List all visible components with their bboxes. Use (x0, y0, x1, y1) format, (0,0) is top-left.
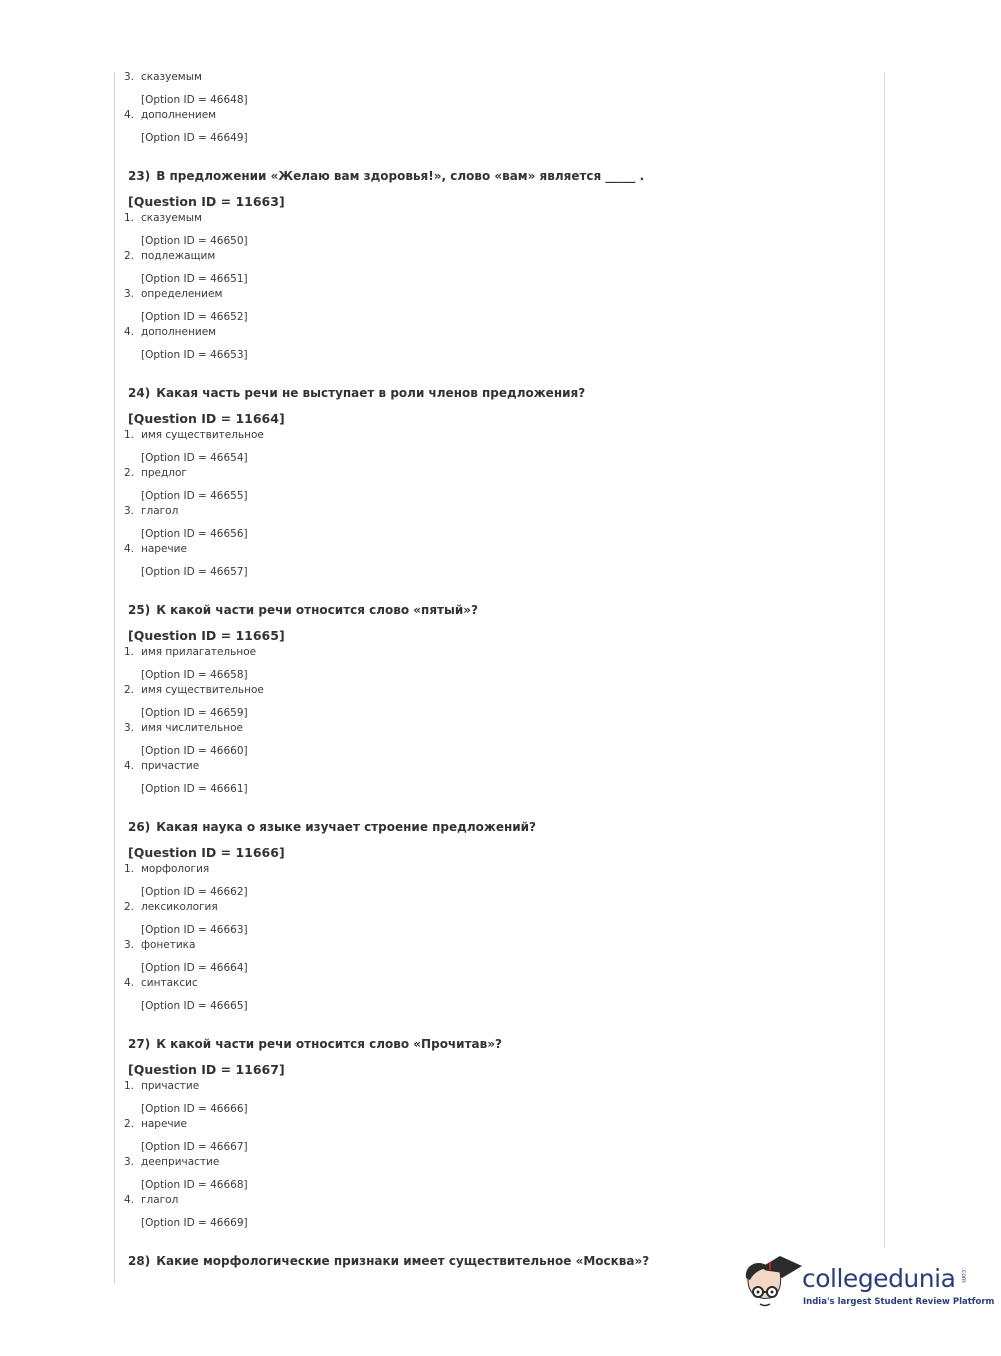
question-title: 26) Какая наука о языке изучает строение предложений? (128, 820, 537, 834)
option-id: [Option ID = 46656] (141, 528, 248, 540)
option: 4. дополнением (124, 326, 217, 338)
logo-tagline: India's largest Student Review Platform (803, 1297, 995, 1307)
option-id: [Option ID = 46663] (141, 924, 248, 936)
option-id: [Option ID = 46655] (141, 490, 248, 502)
option: 3. деепричастие (124, 1156, 220, 1168)
option: 3. определением (124, 288, 223, 300)
option-id: [Option ID = 46668] (141, 1179, 248, 1191)
option-id: [Option ID = 46661] (141, 783, 248, 795)
option-id: [Option ID = 46649] (141, 132, 248, 144)
question-id: [Question ID = 11663] (128, 194, 285, 209)
option-id: [Option ID = 46653] (141, 349, 248, 361)
question-id: [Question ID = 11664] (128, 411, 285, 426)
option: 1. имя существительное (124, 429, 264, 441)
logo-wordmark: collegedunia (802, 1264, 956, 1293)
option: 3. фонетика (124, 939, 196, 951)
question-block (124, 602, 874, 796)
option: 1. сказуемым (124, 212, 202, 224)
question-title: 27) К какой части речи относится слово «Прочитав»? (128, 1037, 502, 1051)
question-id: [Question ID = 11666] (128, 845, 285, 860)
option: 3. имя числительное (124, 722, 243, 734)
option-id: [Option ID = 46664] (141, 962, 248, 974)
option: 2. подлежащим (124, 250, 216, 262)
option-id: [Option ID = 46659] (141, 707, 248, 719)
question-title: 25) К какой части речи относится слово «пятый»? (128, 603, 478, 617)
question-paper (124, 70, 874, 1269)
option: 1. причастие (124, 1080, 200, 1092)
option-id: [Option ID = 46650] (141, 235, 248, 247)
previous-question-options (124, 70, 874, 145)
question-title: 24) Какая часть речи не выступает в роли членов предложения? (128, 386, 586, 400)
option-id: [Option ID = 46658] (141, 669, 248, 681)
option-id: [Option ID = 46654] (141, 452, 248, 464)
option-id: [Option ID = 46648] (141, 94, 248, 106)
option: 2. лексикология (124, 901, 218, 913)
question-block (124, 168, 874, 362)
option-id: [Option ID = 46657] (141, 566, 248, 578)
option: 4. синтаксис (124, 977, 198, 989)
option-id: [Option ID = 46665] (141, 1000, 248, 1012)
option: 4. причастие (124, 760, 200, 772)
question-title: 23) В предложении «Желаю вам здоровья!», слово «вам» является _____ . (128, 169, 645, 183)
mascot-icon (740, 1250, 804, 1314)
option-id: [Option ID = 46651] (141, 273, 248, 285)
option: 1. морфология (124, 863, 210, 875)
option-id: [Option ID = 46662] (141, 886, 248, 898)
question-id: [Question ID = 11665] (128, 628, 285, 643)
question-block (124, 385, 874, 579)
option: 2. предлог (124, 467, 187, 479)
option: 3. сказуемым (124, 71, 202, 83)
option: 2. наречие (124, 1118, 187, 1130)
option: 3. глагол (124, 505, 179, 517)
question-block (124, 819, 874, 1013)
option-id: [Option ID = 46669] (141, 1217, 248, 1229)
option-id: [Option ID = 46666] (141, 1103, 248, 1115)
option: 4. наречие (124, 543, 187, 555)
option-id: [Option ID = 46660] (141, 745, 248, 757)
option-id: [Option ID = 46667] (141, 1141, 248, 1153)
collegedunia-logo (740, 1250, 995, 1314)
option: 4. дополнением (124, 109, 217, 121)
right-margin-line (884, 72, 885, 1248)
question-list (124, 168, 874, 1230)
left-margin-line (114, 72, 115, 1284)
option: 2. имя существительное (124, 684, 264, 696)
question-title: 28) Какие морфологические признаки имеет существительное «Москва»? (128, 1254, 650, 1268)
option-id: [Option ID = 46652] (141, 311, 248, 323)
question-id: [Question ID = 11667] (128, 1062, 285, 1077)
option: 1. имя прилагательное (124, 646, 257, 658)
logo-domain: .com (960, 1268, 967, 1283)
question-block (124, 1036, 874, 1230)
option: 4. глагол (124, 1194, 179, 1206)
